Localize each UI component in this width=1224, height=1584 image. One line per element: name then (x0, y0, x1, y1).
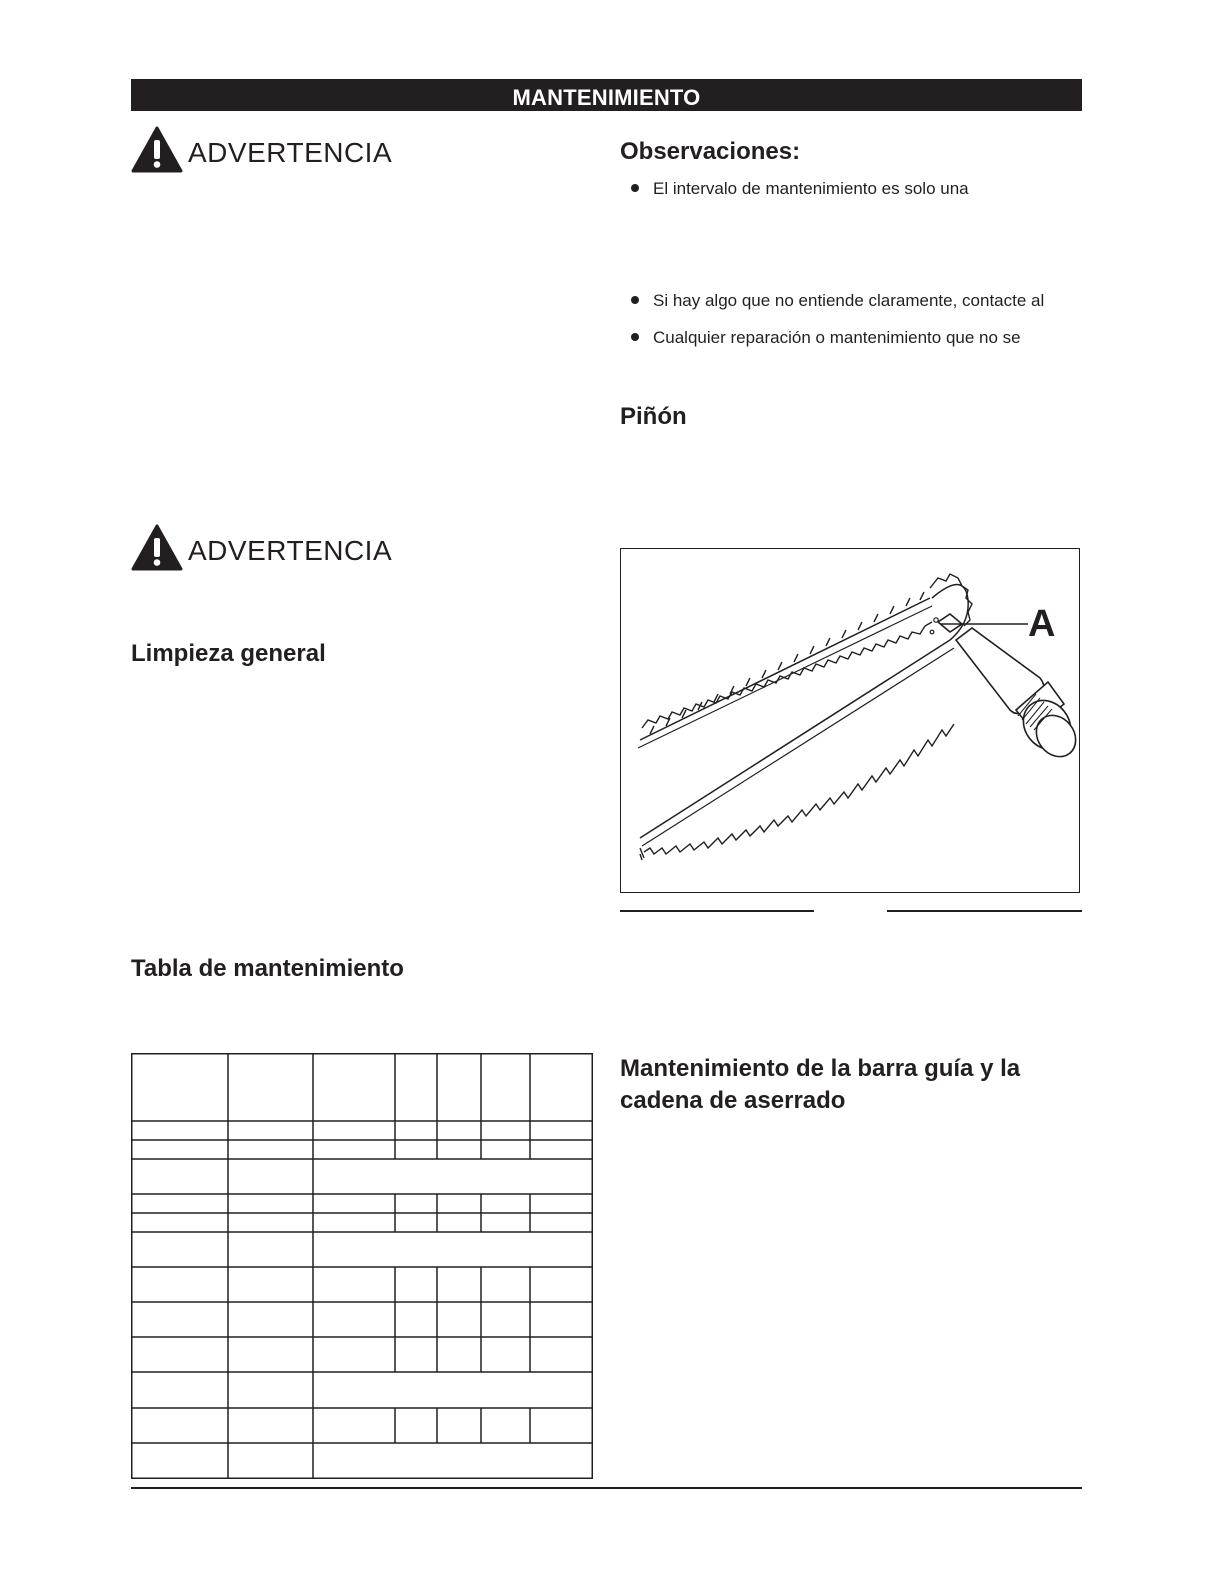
footer-rule (131, 1487, 1082, 1489)
bullet-item-2 (631, 291, 1044, 311)
warning-block-2 (131, 524, 183, 577)
heading-barra-guia-line1: Mantenimiento de la barra guía y la (620, 1055, 1021, 1082)
section-title: MANTENIMIENTO (512, 85, 701, 110)
caption-rule-right (887, 910, 1082, 912)
bullet-item-1 (631, 179, 969, 199)
warning-block-1 (131, 126, 183, 179)
bullet-dot-icon (631, 333, 639, 341)
heading-limpieza-general: Limpieza general (131, 640, 326, 667)
callout-label-a: A (1027, 602, 1055, 645)
warning-triangle-icon (131, 524, 183, 572)
warning-label-1: ADVERTENCIA (188, 137, 393, 168)
heading-pinon: Piñón (620, 403, 687, 430)
bullet-text: Cualquier reparación o mantenimiento que no se (653, 328, 1021, 347)
heading-barra-guia-line2: cadena de aserrado (620, 1087, 846, 1114)
bullet-dot-icon (631, 296, 639, 304)
heading-tabla-mantenimiento: Tabla de mantenimiento (131, 955, 404, 982)
section-header-bar (131, 79, 1082, 111)
caption-rule-left (620, 910, 814, 912)
guide-bar-chain-illustration (620, 548, 1080, 893)
figure-guide-bar-lubrication (620, 548, 1080, 893)
heading-barra-guia (620, 1053, 1020, 1117)
maintenance-table (131, 1053, 593, 1479)
bullet-item-3 (631, 328, 1021, 348)
bullet-text: El intervalo de mantenimiento es solo una (653, 179, 969, 198)
heading-observaciones: Observaciones: (620, 138, 801, 165)
warning-triangle-icon (131, 126, 183, 174)
bullet-text: Si hay algo que no entiende claramente, contacte al (653, 291, 1045, 310)
warning-label-2: ADVERTENCIA (188, 535, 393, 566)
bullet-dot-icon (631, 184, 639, 192)
